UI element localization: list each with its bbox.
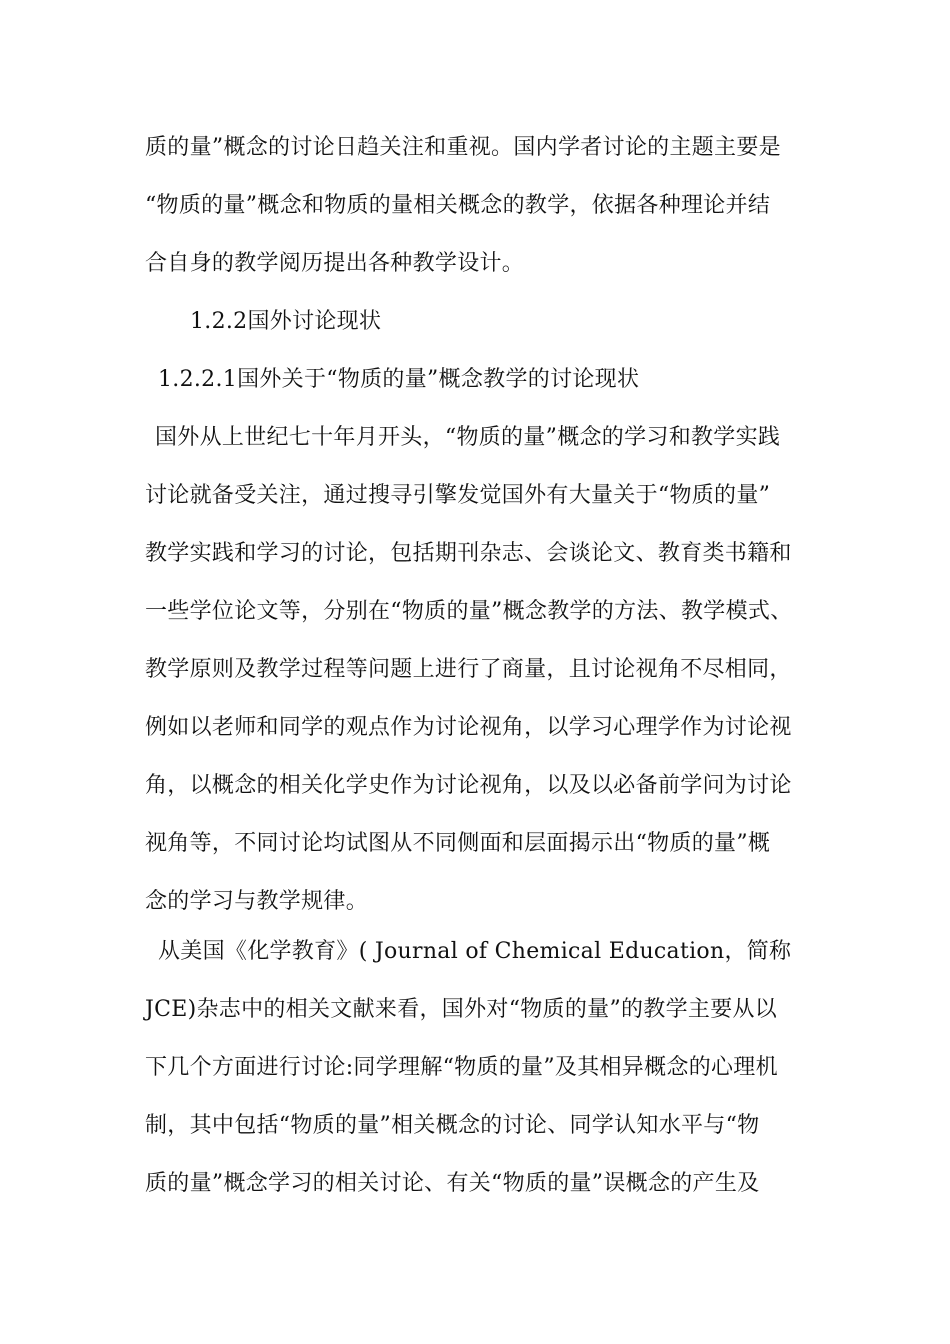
paragraph-line: 国外从上世纪七十年月开头，“物质的量”概念的学习和教学实践 <box>155 425 781 450</box>
paragraph-line: JCE)杂志中的相关文献来看，国外对“物质的量”的教学主要从以 <box>145 997 778 1022</box>
paragraph-line: “物质的量”概念和物质的量相关概念的教学，依据各种理论并结 <box>145 193 771 218</box>
paragraph-line: 角，以概念的相关化学史作为讨论视角，以及以必备前学问为讨论 <box>145 773 792 798</box>
paragraph-line: 讨论就备受关注，通过搜寻引擎发觉国外有大量关于“物质的量” <box>145 483 771 508</box>
paragraph-line: 例如以老师和同学的观点作为讨论视角，以学习心理学作为讨论视 <box>145 715 792 740</box>
paragraph-line: 从美国《化学教育》( Journal of Chemical Education，简称 <box>158 939 792 964</box>
paragraph-line: 念的学习与教学规律。 <box>145 889 369 914</box>
paragraph-line: 教学实践和学习的讨论，包括期刊杂志、会谈论文、教育类书籍和 <box>145 541 792 566</box>
paragraph-line: 合自身的教学阅历提出各种教学设计。 <box>145 251 525 276</box>
paragraph-line: 视角等，不同讨论均试图从不同侧面和层面揭示出“物质的量”概 <box>145 831 771 856</box>
paragraph-line: 制，其中包括“物质的量”相关概念的讨论、同学认知水平与“物 <box>145 1113 760 1138</box>
section-heading: 1.2.2国外讨论现状 <box>190 309 382 334</box>
paragraph-line: 质的量”概念学习的相关讨论、有关“物质的量”误概念的产生及 <box>145 1171 760 1196</box>
paragraph-line: 教学原则及教学过程等问题上进行了商量，且讨论视角不尽相同， <box>145 657 792 682</box>
paragraph-line: 一些学位论文等，分别在“物质的量”概念教学的方法、教学模式、 <box>145 599 793 624</box>
paragraph-line: 下几个方面进行讨论:同学理解“物质的量”及其相异概念的心理机 <box>145 1055 778 1080</box>
subsection-heading: 1.2.2.1国外关于“物质的量”概念教学的讨论现状 <box>158 367 640 392</box>
paragraph-line: 质的量”概念的讨论日趋关注和重视。国内学者讨论的主题主要是 <box>145 135 781 160</box>
